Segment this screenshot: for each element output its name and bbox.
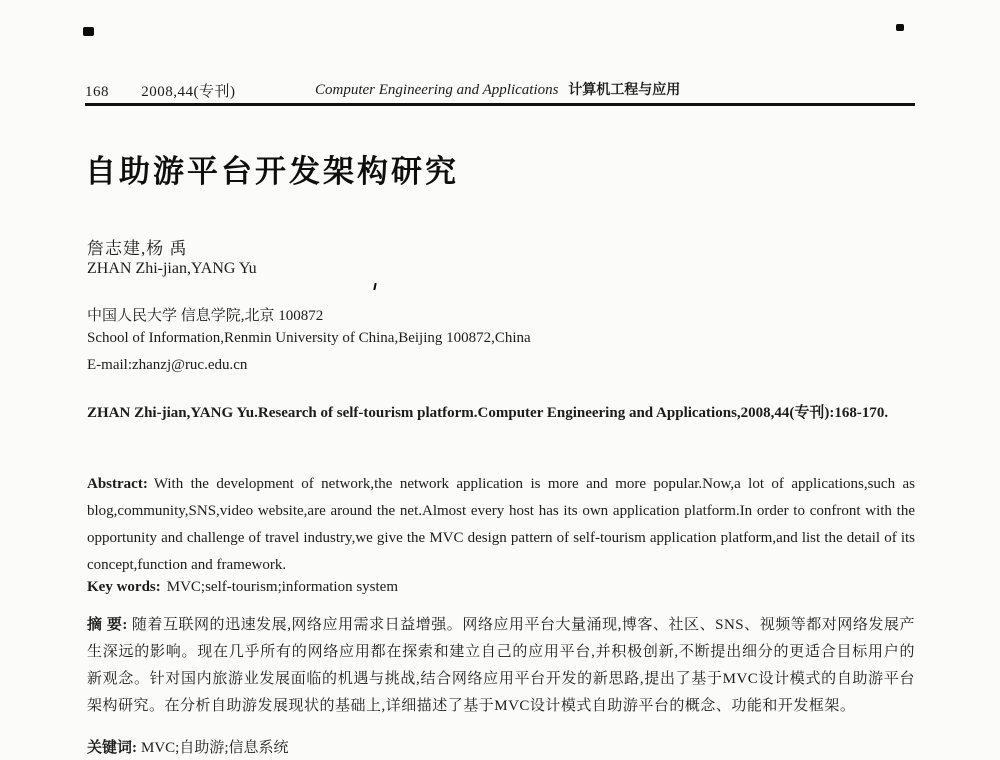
- email-line: E-mail:zhanzj@ruc.edu.cn: [87, 357, 248, 373]
- journal-name-en: Computer Engineering and Applications: [315, 82, 559, 98]
- abstract-chinese-text: 随着互联网的迅速发展,网络应用需求日益增强。网络应用平台大量涌现,博客、社区、SNS、视频等都对网络发展产生深远的影响。现在几乎所有的网络应用都在探索和建立自己的应用平台,并积极创新,不断提出细分的更适合目标用户的新观念。针对国内旅游业发展面临的机遇与挑战,结合网络应用平台开发的新思路,提出了基于MVC设计模式的自助游平台架构研究。在分析自助游发展现状的基础上,详细描述了基于MVC设计模式自助游平台的概念、功能和开发框架。: [87, 617, 915, 714]
- authors-english: ZHAN Zhi-jian,YANG Yu: [87, 260, 257, 277]
- keywords-line: [87, 579, 915, 596]
- keywords-chinese-line: [87, 736, 915, 757]
- affiliation-english: School of Information,Renmin University of China,Beijing 100872,China: [87, 330, 531, 346]
- journal-name-cn: 计算机工程与应用: [568, 81, 681, 97]
- issue-label: 2008,44(专刊): [141, 84, 236, 100]
- scan-artifact: [83, 27, 94, 36]
- page-header-left: [85, 80, 236, 101]
- scan-artifact: [896, 24, 904, 31]
- abstract-label: Abstract:: [87, 476, 148, 492]
- authors-chinese: 詹志建,杨 禹: [87, 239, 188, 258]
- keywords-text: MVC;self-tourism;information system: [166, 579, 398, 595]
- abstract-text: With the development of network,the network application is more and more popular.Now,a lot of applications,such as blog,community,SNS,video website,are around the net.Almost every host has its own application platform.In order to confront with the opportunity and challenge of travel industry,we give the MVC design pattern of self-tourism application platform,and list the detail of its concept,function and framework.: [87, 476, 915, 573]
- citation-block: ZHAN Zhi-jian,YANG Yu.Research of self-tourism platform.Computer Engineering and Applications,2008,44(专刊):168-170.: [87, 405, 889, 421]
- keywords-chinese-text: MVC;自助游;信息系统: [141, 740, 289, 756]
- header-rule: [85, 103, 915, 106]
- keywords-label: Key words:: [87, 579, 161, 595]
- scan-artifact: [373, 283, 376, 290]
- paper-title: 自助游平台开发架构研究: [85, 154, 459, 189]
- abstract-chinese-label: 摘 要:: [87, 617, 128, 633]
- abstract-chinese-paragraph: [87, 612, 915, 720]
- journal-header: [315, 79, 680, 99]
- keywords-chinese-label: 关键词:: [87, 740, 137, 756]
- affiliation-chinese: 中国人民大学 信息学院,北京 100872: [87, 308, 324, 324]
- page-number: 168: [85, 84, 109, 100]
- abstract-paragraph: [87, 471, 915, 579]
